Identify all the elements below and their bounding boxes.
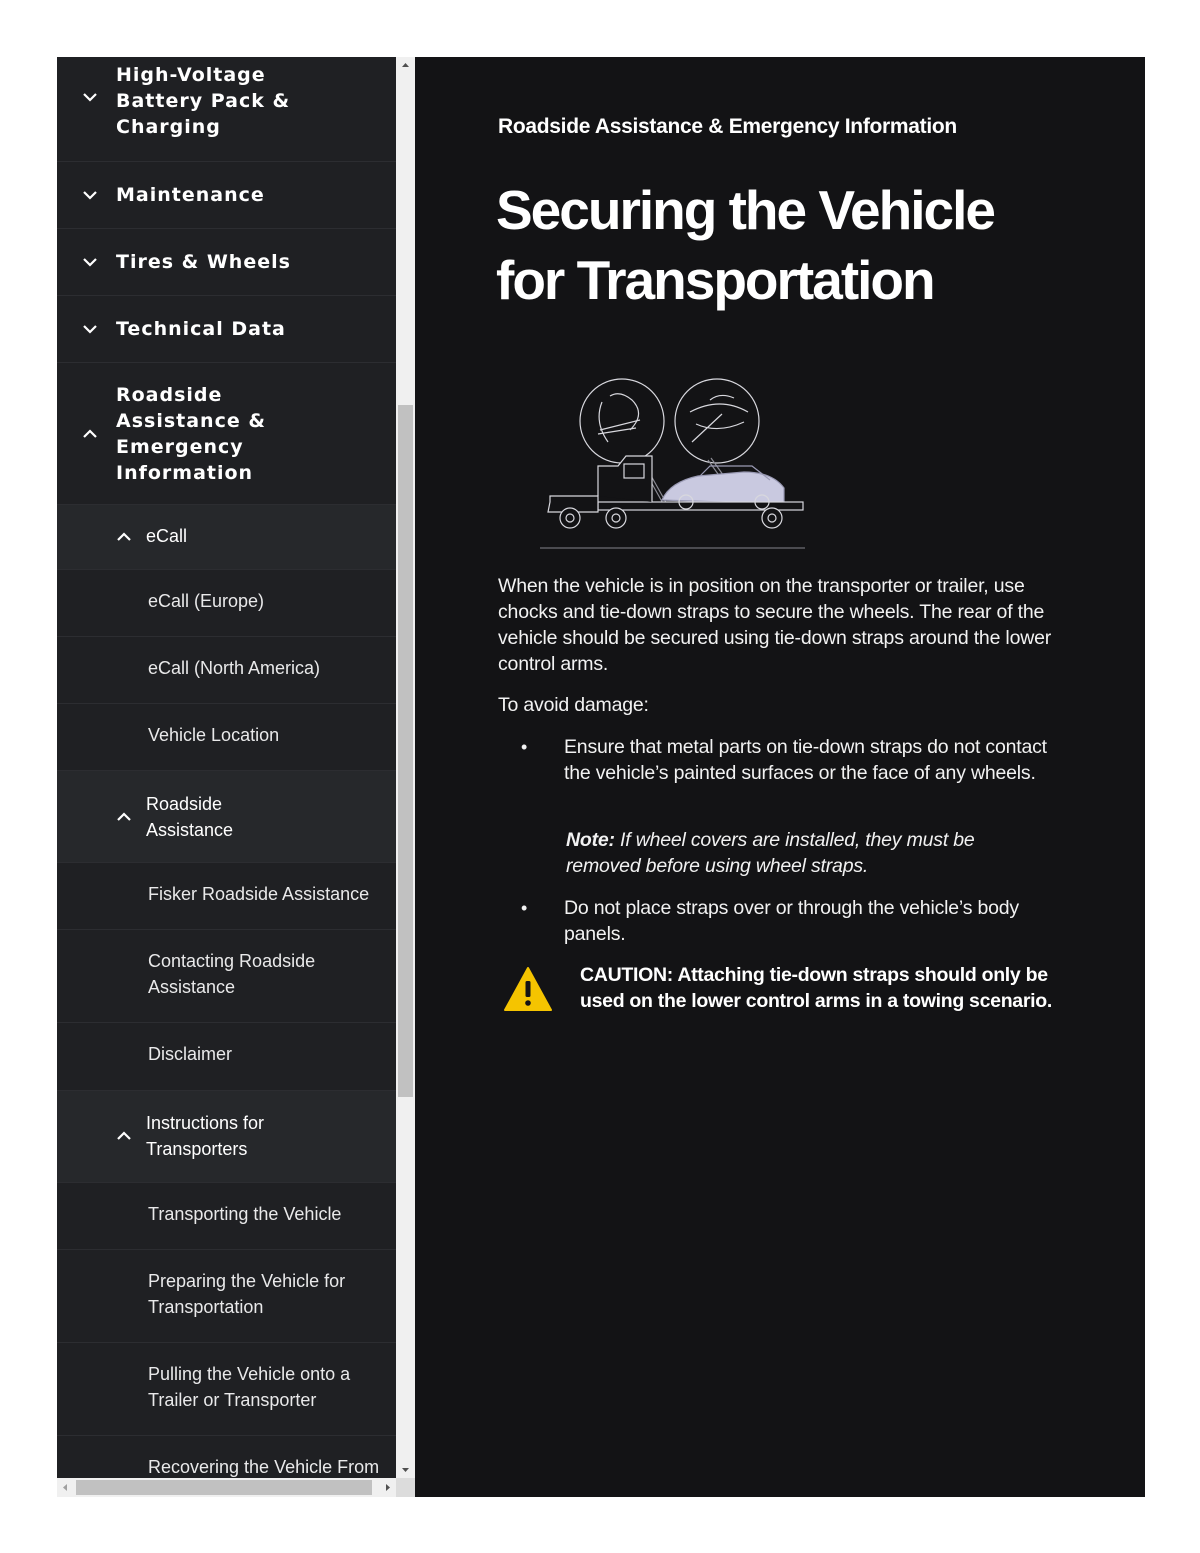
caution-message: CAUTION: Attaching tie-down straps should only be used on the lower control arms in a towing scenario. — [580, 964, 1052, 1012]
chevron-down-icon — [83, 325, 97, 334]
nav-link-recovering-vehicle[interactable] — [57, 1436, 396, 1478]
vehicle-transport-illustration — [540, 372, 810, 552]
nav-item-tires[interactable] — [57, 229, 396, 296]
horizontal-scroll-thumb[interactable] — [76, 1480, 372, 1495]
nav-group-label: eCall — [146, 526, 188, 546]
sidebar-horizontal-scrollbar[interactable] — [57, 1478, 396, 1497]
nav-link-label: Recovering the Vehicle From — [148, 1457, 380, 1477]
nav-link-label: Fisker Roadside Assistance — [148, 884, 370, 904]
nav-item-technical-data[interactable] — [57, 296, 396, 363]
nav-link-label: eCall (North America) — [148, 658, 321, 678]
nav-group-label: Roadside Assistance — [146, 794, 234, 840]
nav-link-pulling-vehicle[interactable] — [57, 1343, 396, 1436]
nav-link-disclaimer[interactable] — [57, 1023, 396, 1091]
note-text: If wheel covers are installed, they must be removed before using wheel straps. — [566, 829, 975, 877]
article-content — [415, 57, 1145, 1497]
sidebar-panel — [57, 57, 415, 1497]
nav-link-label: Preparing the Vehicle for Transportation — [148, 1271, 346, 1317]
chevron-up-icon — [117, 812, 131, 821]
page-title: Securing the Vehicle for Transportation — [496, 179, 994, 311]
nav-link-transporting-vehicle[interactable] — [57, 1183, 396, 1250]
nav-item-roadside-emergency[interactable] — [57, 363, 396, 505]
chevron-down-icon — [83, 191, 97, 200]
sidebar-vertical-scrollbar[interactable] — [396, 57, 415, 1478]
nav-item-label: Tires & Wheels — [116, 251, 291, 273]
nav-link-label: eCall (Europe) — [148, 591, 265, 611]
nav-link-label: Contacting Roadside Assistance — [148, 951, 316, 997]
nav-item-label: Roadside Assistance & Emergency Information — [116, 384, 266, 484]
nav-group-roadside-assistance[interactable] — [57, 771, 396, 863]
nav-item-maintenance[interactable] — [57, 162, 396, 229]
nav-link-preparing-vehicle[interactable] — [57, 1250, 396, 1343]
nav-link-ecall-europe[interactable] — [57, 570, 396, 637]
nav-link-label: Transporting the Vehicle — [148, 1204, 342, 1224]
chevron-up-icon — [117, 1131, 131, 1140]
scroll-down-arrow-icon[interactable] — [396, 1461, 415, 1478]
nav-link-label: Vehicle Location — [148, 725, 280, 745]
chevron-up-icon — [83, 429, 97, 438]
nav-link-contacting-roadside[interactable] — [57, 930, 396, 1023]
body-paragraph: When the vehicle is in position on the transporter or trailer, use chocks and tie-down straps to secure the wheels. The rear of the vehicle should be secured using tie-down straps around the lower control arms. — [498, 575, 1052, 675]
nav-item-label: Technical Data — [116, 318, 286, 340]
nav-group-transporters[interactable] — [57, 1091, 396, 1183]
vertical-scroll-thumb[interactable] — [398, 405, 413, 1097]
chevron-down-icon — [83, 93, 97, 102]
list-item: Ensure that metal parts on tie-down straps do not contact the vehicle’s painted surfaces or the face of any wheels. — [564, 736, 1047, 784]
nav-item-battery[interactable] — [57, 57, 396, 162]
warning-triangle-icon — [503, 966, 553, 1012]
scroll-up-arrow-icon[interactable] — [396, 57, 415, 74]
nav-link-fisker-roadside[interactable] — [57, 863, 396, 930]
chevron-down-icon — [83, 258, 97, 267]
nav-link-label: Disclaimer — [148, 1044, 233, 1064]
scroll-left-arrow-icon[interactable] — [57, 1478, 74, 1497]
nav-group-ecall[interactable] — [57, 505, 396, 570]
note-label: Note: — [566, 829, 615, 851]
sidebar-nav — [57, 57, 396, 1478]
list-item: Do not place straps over or through the vehicle’s body panels. — [564, 897, 1019, 945]
nav-link-ecall-north-america[interactable] — [57, 637, 396, 704]
bullet-marker: • — [521, 898, 528, 918]
scrollbar-corner — [396, 1478, 415, 1497]
bullet-marker: • — [521, 737, 528, 757]
nav-item-label: High-Voltage Battery Pack & Charging — [116, 64, 291, 138]
nav-link-label: Pulling the Vehicle onto a Trailer or Transporter — [148, 1364, 351, 1410]
nav-link-vehicle-location[interactable] — [57, 704, 396, 771]
breadcrumb[interactable]: Roadside Assistance & Emergency Information — [498, 115, 957, 138]
scroll-right-arrow-icon[interactable] — [379, 1478, 396, 1497]
chevron-up-icon — [117, 532, 131, 541]
note-callout — [566, 827, 1046, 879]
nav-group-label: Instructions for Transporters — [146, 1113, 265, 1159]
body-paragraph: To avoid damage: — [498, 694, 649, 716]
nav-item-label: Maintenance — [116, 184, 265, 206]
